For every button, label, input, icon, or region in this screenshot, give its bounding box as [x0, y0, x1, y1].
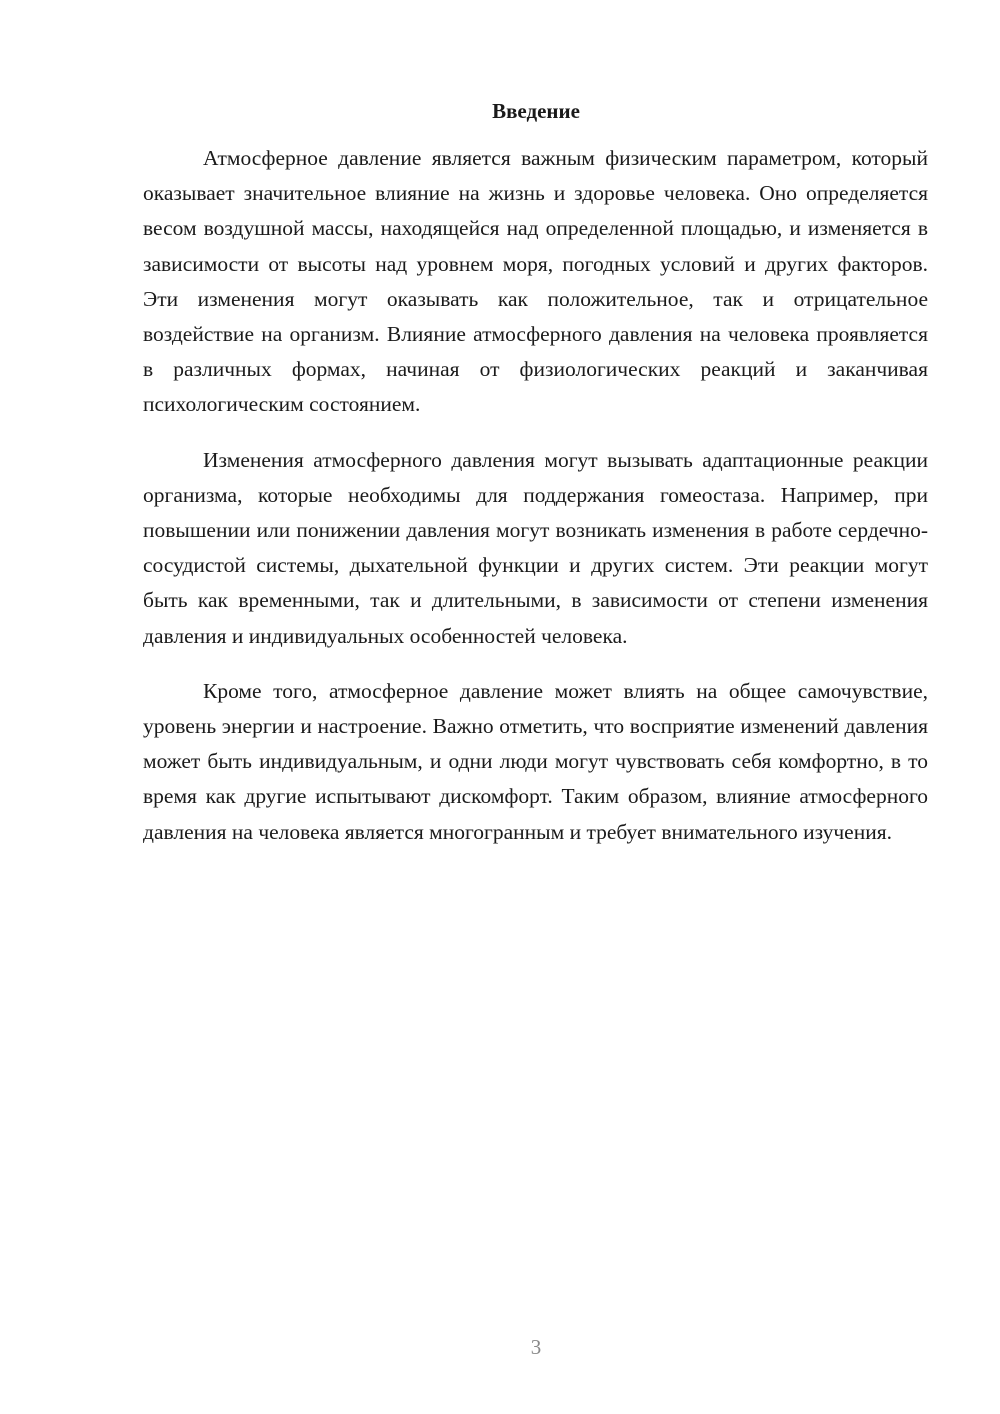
paragraph-2: Изменения атмосферного давления могут вызывать адаптационные реакции организма, которые необходимы для поддержания гомеостаза. Например, при повышении или понижении давления могут возникать изменения в работе сердечно-сосудистой системы, дыхательной функции и других систем. Эти реакции могут быть как временными, так и длительными, в зависимости от степени изменения давления и индивидуальных особенностей человека. — [143, 447, 928, 648]
body-text — [143, 141, 928, 870]
page-number: 3 — [530, 1335, 542, 1359]
paragraph-1: Атмосферное давление является важным физическим параметром, который оказывает значительное влияние на жизнь и здоровье человека. Оно определяется весом воздушной массы, находящейся над определенной площадью, и изменяется в зависимости от высоты над уровнем моря, погодных условий и других факторов. Эти изменения могут оказывать как положительное, так и отрицательное воздействие на организм. Влияние атмосферного давления на человека проявляется в различных формах, начиная от физиологических реакций и заканчивая психологическим состоянием. — [143, 146, 928, 417]
section-title: Введение — [492, 99, 580, 123]
paragraph-3: Кроме того, атмосферное давление может влиять на общее самочувствие, уровень энергии и настроение. Важно отметить, что восприятие изменений давления может быть индивидуальным, и одни люди могут чувствовать себя комфортно, в то время как другие испытывают дискомфорт. Таким образом, влияние атмосферного давления на человека является многогранным и требует внимательного изучения. — [143, 678, 928, 844]
